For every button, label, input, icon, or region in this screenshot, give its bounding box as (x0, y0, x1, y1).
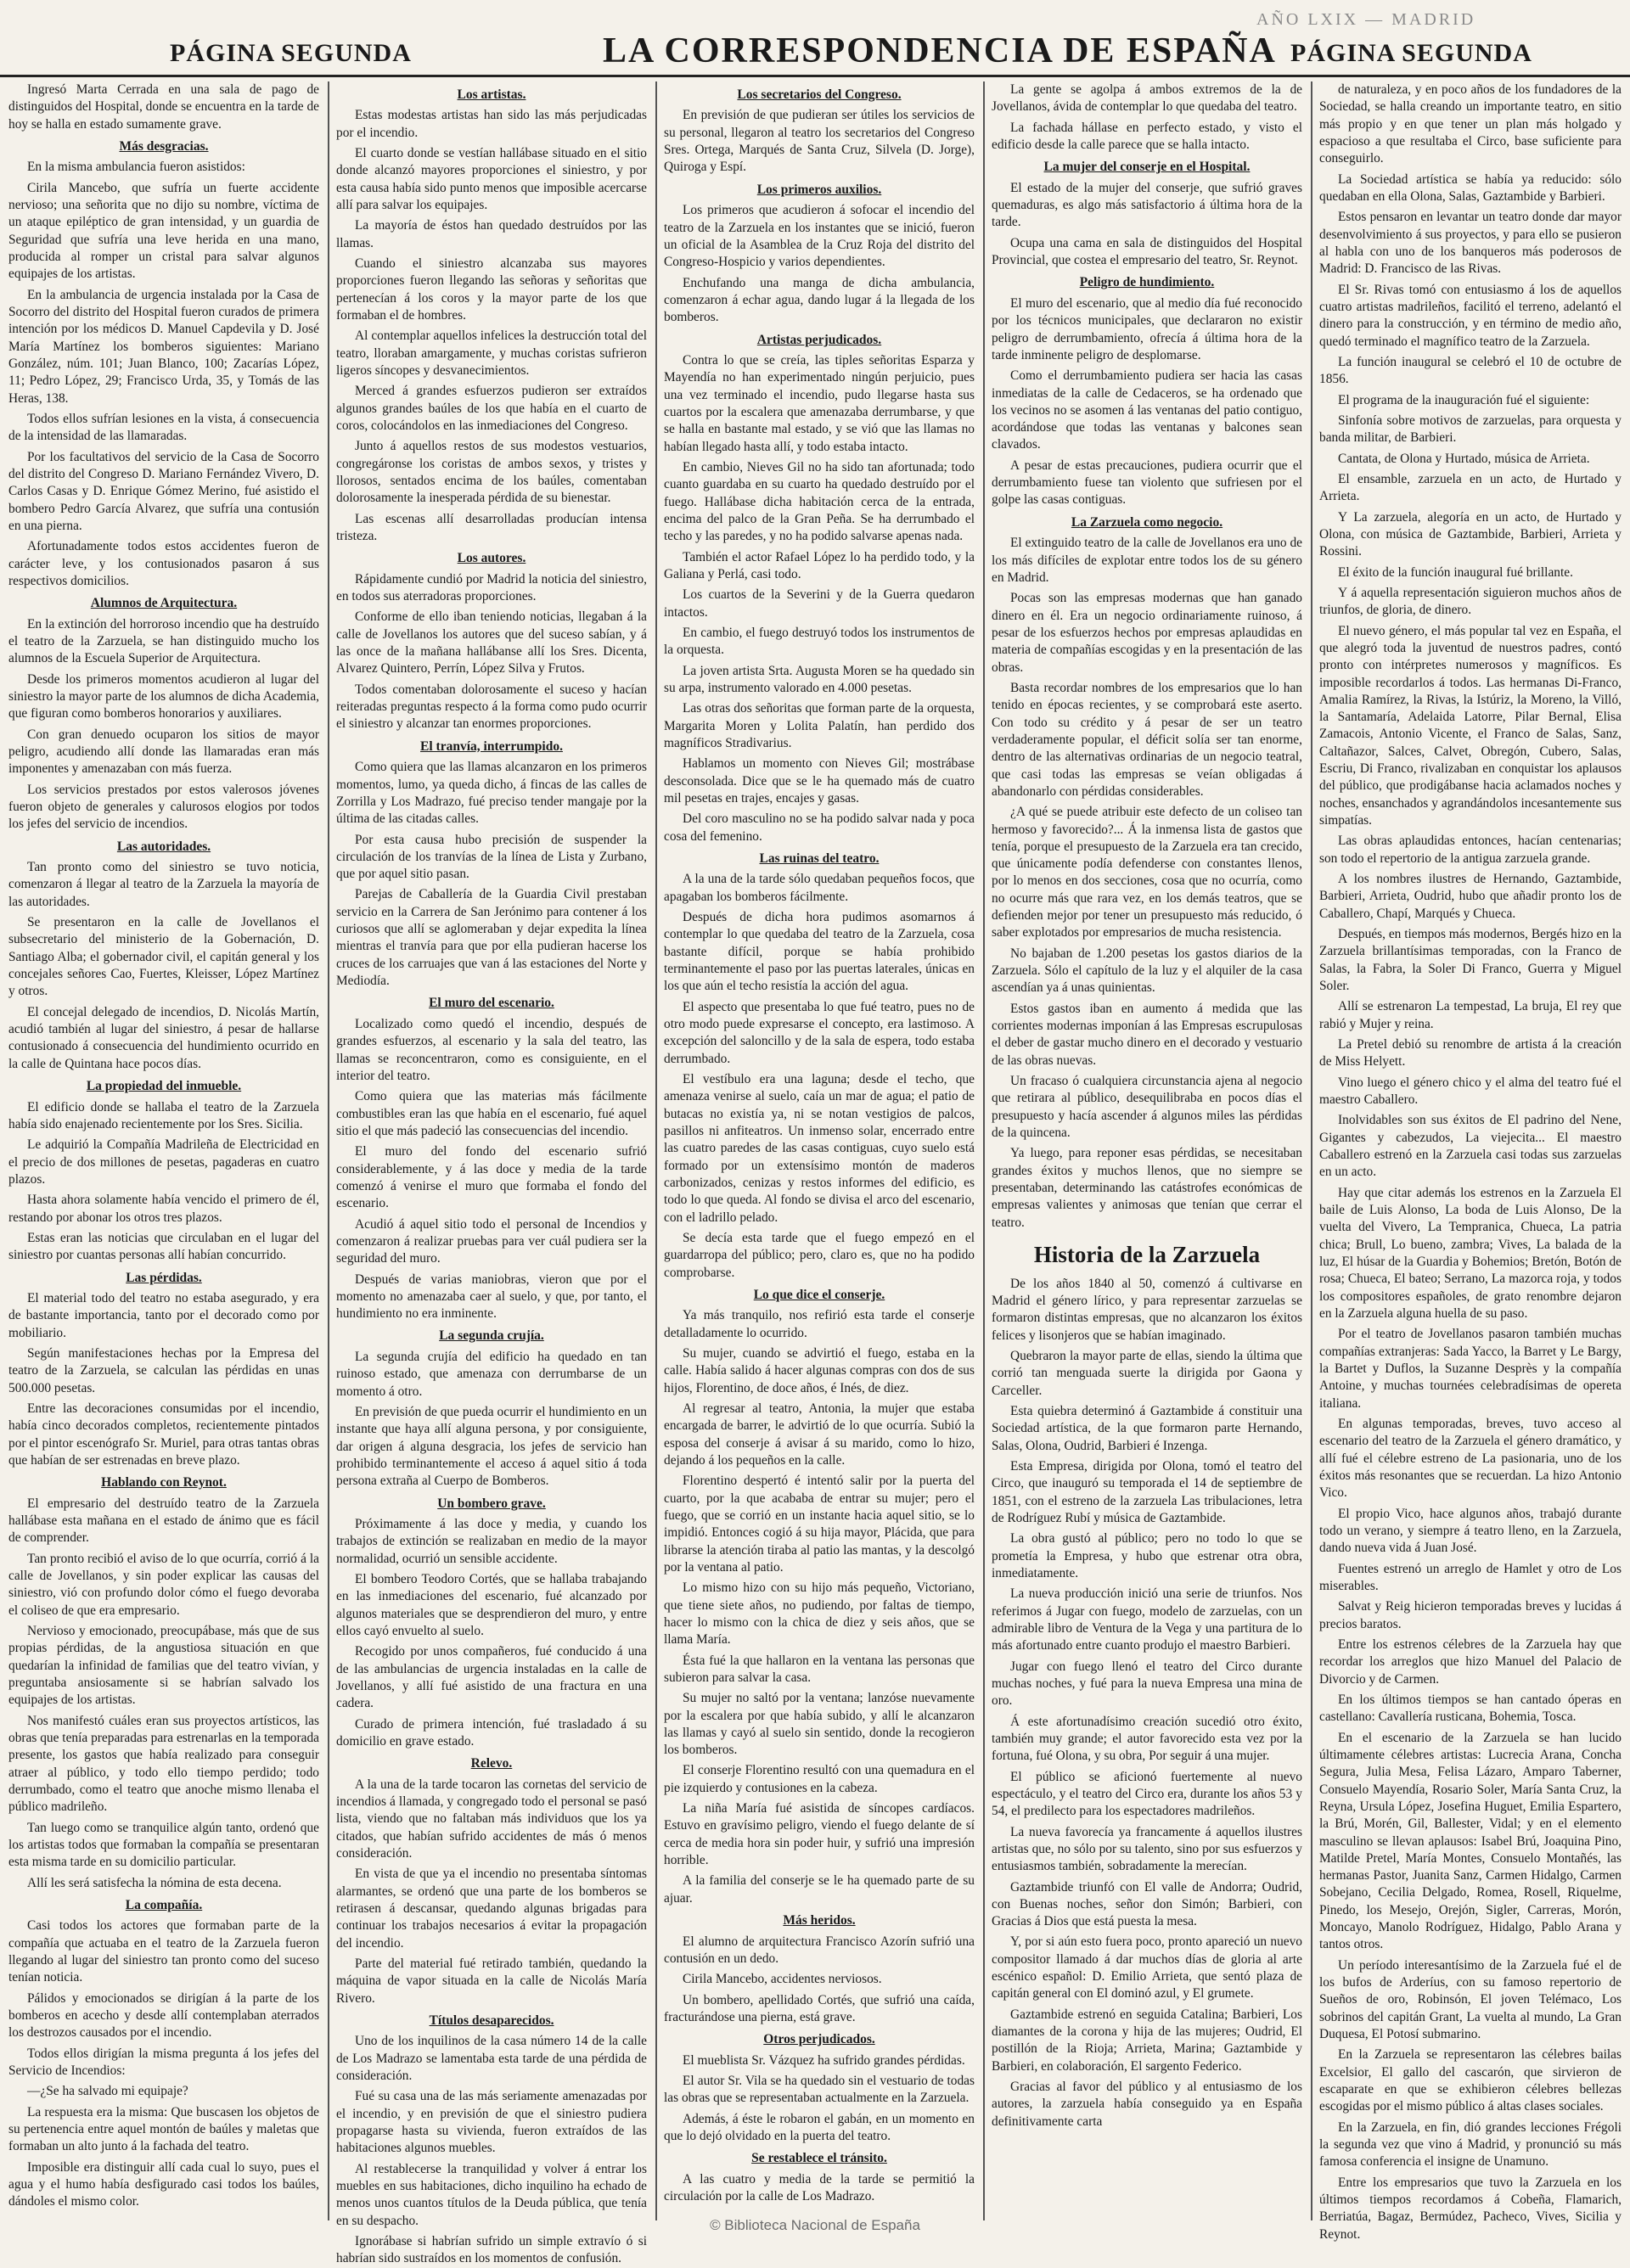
masthead-rule (0, 75, 1630, 77)
paragraph: El muro del fondo del escenario sufrió considerablemente, y á las doce y media de la tarde comenzó á venirse el muro que formaba el fondo del escenario. (336, 1144, 647, 1211)
paragraph: El bombero Teodoro Cortés, que se hallaba trabajando en las inmediaciones del escenario, fué alcanzado por algunos materiales que se desprendieron del muro, y entre ellos cayó envuelto al suelo. (336, 1572, 647, 1638)
paragraph: Ya más tranquilo, nos refirió esta tarde el conserje detalladamente lo ocurrido. (664, 1308, 975, 1340)
paragraph: Basta recordar nombres de los empresarios que lo han tenido en épocas recientes, y se comprobará este aserto. Con todo su crédito y á pesar de ser un teatro verdaderamente popular, el déficit solía ser tan enorme, dentro de las alternativas ordinarias de un negocio teatral, que casi todas las empresas se veían obligadas á abandonarlo con pérdidas considerables. (992, 680, 1302, 799)
paragraph: No bajaban de 1.200 pesetas los gastos diarios de la Zarzuela. Sólo el capítulo de la luz y el alquiler de la casa ascendían ya á unas quinientas. (992, 946, 1302, 996)
paragraph: El extinguido teatro de la calle de Jovellanos era uno de los más difíciles de explotar entre todos los de su género en Madrid. (992, 536, 1302, 585)
paragraph: Hasta ahora solamente había vencido el primero de él, restando por abonar los otros tres plazos. (8, 1193, 319, 1225)
paragraph: El éxito de la función inaugural fué brillante. (1338, 564, 1573, 580)
paragraph: El material todo del teatro no estaba asegurado, y era de bastante importancia, tanto por el decorado como por mobiliario. (8, 1290, 319, 1340)
paragraph: Las otras dos señoritas que forman parte de la orquesta, Margarita Moren y Lolita Palatín, han perdido dos magníficos Stradivarius. (664, 701, 975, 750)
paragraph: También el actor Rafael López lo ha perdido todo, y la Galiana y Perlá, casi todo. (664, 549, 975, 581)
section-heading: La propiedad del inmueble. (86, 1079, 242, 1094)
paragraph: Hay que citar además los estrenos en la Zarzuela El baile de Luis Alonso, La boda de Luis Alonso, De la vuelta del Vivero, La Tempranica, Chueca, La patria chica; Brull, Lo bueno, zambra; Vives, La balada de la luz, El húsar de la Guardia y Bohemios; Bretón, Botón de rosa; Chueca, El bateo; Serrano, La mazorca roja, y todos los compositores españoles, de grato renombre dejaron en la Zarzuela alguna huella de su paso. (1319, 1185, 1622, 1321)
paragraph: Junto á aquellos restos de sus modestos vestuarios, congregáronse los coristas de ambos sexos, y tristes y llorosos, sentados encima de los baúles, comentaban dolorosamente la inesperada pérdida de su bienestar. (336, 439, 647, 506)
paragraph: Allí les será satisfecha la nómina de esta decena. (27, 1875, 282, 1890)
paragraph: Su mujer, cuando se advirtió el fuego, estaba en la calle. Había salido á hacer algunas compras con dos de sus hijos, Florentino, de doce años, é Inés, de diez. (664, 1345, 975, 1395)
section-heading: La compañía. (125, 1897, 203, 1912)
paragraph: Pálidos y emocionados se dirigían á la parte de los bomberos en acecho y desde allí contemplaban aterrados los destrozos causados por el incendio. (8, 1990, 319, 2041)
section-heading: Los secretarios del Congreso. (737, 87, 902, 102)
paragraph: Según manifestaciones hechas por la Empresa del teatro de la Zarzuela, se calculan las pérdidas en unas 500.000 pesetas. (8, 1345, 319, 1395)
paragraph: Y, por si aún esto fuera poco, pronto apareció un nuevo compositor llamado á dar muchos días de gloria al arte escénico español: D. Emilio Arrieta, que sentó plaza de capitán general con El dominó azul, y El grumete. (992, 1934, 1302, 2001)
paragraph: La función inaugural se celebró el 10 de octubre de 1856. (1319, 354, 1622, 387)
paragraph: En los últimos tiempos se han cantado óperas en castellano: Cavallería rusticana, Bohemia, Tosca. (1319, 1692, 1622, 1725)
paragraph: Los primeros que acudieron á sofocar el incendio del teatro de la Zarzuela en los instantes que se inició, fueron un oficial de la Asamblea de la Cruz Roja del distrito del Congreso-Hospicio y varios dependientes. (664, 203, 975, 270)
paragraph: Todos ellos sufrían lesiones en la vista, á consecuencia de la intensidad de las llamaradas. (8, 412, 319, 444)
paragraph: Cirila Mancebo, accidentes nerviosos. (683, 1972, 882, 1987)
paragraph: En la extinción del horroroso incendio que ha destruído el teatro de la Zarzuela, se han distinguido mucho los alumnos de la Escuela Superior de Arquitectura. (8, 616, 319, 666)
paragraph: Conforme de ello iban teniendo noticias, llegaban á la calle de Jovellanos los autores que del suceso sabían, y á las once de la mañana hallábanse allí los Sres. Dicenta, Alvarez Quintero, Perrín, López Silva y Frutos. (336, 609, 647, 676)
paragraph: Ignorábase si habrían sufrido un simple extravío ó si habrían sido sustraídos en los momentos de confusión. (336, 2234, 647, 2266)
paragraph: Á este afortunadísimo creación sucedió otro éxito, también muy grande; el autor favorecido esta vez por la fortuna, fué Olona, y su obra, Por seguir á una mujer. (992, 1714, 1302, 1764)
paragraph: Uno de los inquilinos de la casa número 14 de la calle de Los Madrazo se lamentaba esta tarde de una pérdida de consideración. (336, 2034, 647, 2084)
paragraph: Ya luego, para reponer esas pérdidas, se necesitaban grandes éxitos y muchos llenos, que no siempre se presentaban, determinando las catástrofes económicas de empresas valientes y animosas que tenían que cerrar el teatro. (992, 1146, 1302, 1230)
paragraph: El muro del escenario, que al medio día fué reconocido por los técnicos municipales, que declararon no existir peligro de derrumbamiento, ofrecía á última hora de la tarde inminente peligro de desplomarse. (992, 295, 1302, 362)
column-1 (8, 81, 319, 2220)
paragraph: Hablamos un momento con Nieves Gil; mostrábase desconsolada. Dice que se le ha quemado más de cuatro mil pesetas en trajes, encajes y gasas. (664, 756, 975, 806)
paragraph: El propio Vico, hace algunos años, trabajó durante todo un verano, y siempre á teatro lleno, en la Zarzuela, dando nueva vida á Juan José. (1319, 1506, 1622, 1556)
paragraph: Gracias al favor del público y al entusiasmo de los autores, la zarzuela había conseguido ya en España definitivamente carta (992, 2080, 1302, 2129)
paragraph: Entre los empresarios que tuvo la Zarzuela en los últimos tiempos recordamos á Cobeña, Flamarich, Berriatúa, Bagaz, Bermúdez, Pacheco, Vives, Sicilia y Reynot. (1319, 2175, 1622, 2242)
paragraph: Afortunadamente todos estos accidentes fueron de carácter leve, y los contusionados pasaron á sus respectivos domicilios. (8, 539, 319, 588)
paragraph: —¿Se ha salvado mi equipaje? (27, 2084, 188, 2099)
paragraph: Con gran denuedo ocuparon los sitios de mayor peligro, acudiendo allí donde las llamaradas eran más imponentes y amenazaban con más fuerza. (8, 727, 319, 777)
paragraph: Las obras aplaudidas entonces, hacían centenarias; son todo el repertorio de la antigua zarzuela grande. (1319, 834, 1622, 866)
paragraph: Los servicios prestados por estos valerosos jóvenes fueron objeto de generales y calurosos elogios por todos los jefes del servicio de incendios. (8, 782, 319, 832)
paragraph: Cirila Mancebo, que sufría un fuerte accidente nervioso; una señorita que no dijo su nombre, víctima de un ataque epiléptico de gran intensidad, y un guardia de Seguridad que sufría una leve herida en una mano, producida al romper un cristal para salvar algunos equipajes de los artistas. (8, 180, 319, 282)
paragraph: El nuevo género, el más popular tal vez en España, el que alegró toda la juventud de nuestros padres, contó pronto con intérpretes numerosos y magníficos. Es imposible recordarlos á todos. Las hermanas Di-Franco, Amalia Ramírez, la Rivas, la Istúriz, la Moreno, la Villó, la Santamaría, Adelaida Latorre, Pilar Bernal, Elisa Zamacois, Antonio Vicente, el Franco de Salas, Sanz, Caltañazor, Salces, Calvet, Obregón, Cubero, Salas, Escriu, Di Franco, rivalizaban en conquistar los aplausos del público, que prodigábanse hacia aclamados noches y noches, ensanchados y agrandándolos incesantemente sus simpatías. (1319, 623, 1622, 828)
paragraph: Después de dicha hora pudimos asomarnos á contemplar lo que quedaba del teatro de la Zarzuela, cosa bastante difícil, porque se había prohibido terminantemente el paso por las puertas laterales, únicas en los que aún el techo resistía la acción del agua. (664, 909, 975, 994)
paragraph: El conserje Florentino resultó con una quemadura en el pie izquierdo y contusiones en la cabeza. (664, 1763, 975, 1795)
paragraph: Se presentaron en la calle de Jovellanos el subsecretario del ministerio de la Gobernación, D. Santiago Alba; el gobernador civil, el capitán general y los concejales señores Cao, Fuertes, Kleisser, López Martínez y otros. (8, 915, 319, 999)
paragraph: El Sr. Rivas tomó con entusiasmo á los de aquellos cuatro artistas madrileños, facilitó el terreno, adelantó el dinero para la construcción, y en término de medio año, quedó terminado el magnífico teatro de la Zarzuela. (1319, 282, 1622, 349)
paragraph: El ensamble, zarzuela en un acto, de Hurtado y Arrieta. (1319, 471, 1622, 504)
paragraph: El cuarto donde se vestían hallábase situado en el sitio donde alcanzó mayores proporciones el siniestro, y por esta causa había sido punto menos que imposible acercarse allí para salvar los equipajes. (336, 146, 647, 213)
column-5 (1319, 81, 1622, 2242)
paragraph: Estas modestas artistas han sido las más perjudicadas por el incendio. (336, 108, 647, 140)
paragraph: Recogido por unos compañeros, fué conducido á una de las ambulancias de urgencia instaladas en la calle de Jovellanos, y allí fué asistido de una fractura en una cadera. (336, 1644, 647, 1711)
column-divider (328, 81, 329, 2220)
newspaper-title: LA CORRESPONDENCIA DE ESPAÑA (603, 31, 1277, 70)
library-credit: © Biblioteca Nacional de España (710, 2217, 920, 2233)
paragraph: Entre los estrenos célebres de la Zarzuela hay que recordar los arreglos que hizo Manuel del Palacio de Divorcio y de Carmen. (1319, 1636, 1622, 1687)
article-title: Historia de la Zarzuela (1033, 1242, 1261, 1268)
section-heading: Se restablece el tránsito. (751, 2151, 887, 2166)
paragraph: Tan pronto como del siniestro se tuvo noticia, comenzaron á llegar al teatro de la Zarzuela la mayoría de las autoridades. (8, 860, 319, 909)
paragraph: Esta quiebra determinó á Gaztambide á constituir una Sociedad artística, de la que formaron parte Hernando, Salas, Olona, Oudrid, Barbieri é Inzenga. (992, 1403, 1302, 1453)
paragraph: Al regresar al teatro, Antonia, la mujer que estaba encargada de barrer, le advirtió de lo que ocurría. Subió la esposa del conserje á avisar á su marido, como lo hizo, dejando á los pequeños en la calle. (664, 1401, 975, 1468)
paragraph: Tan pronto recibió el aviso de lo que ocurría, corrió á la calle de Jovellanos, y sin poder explicar las causas del siniestro, vió con profundo dolor cómo el fuego devoraba el coliseo de que era empresario. (8, 1551, 319, 1618)
paragraph: Cantata, de Olona y Hurtado, música de Arrieta. (1338, 451, 1590, 466)
paragraph: En cambio, el fuego destruyó todos los instrumentos de la orquesta. (664, 625, 975, 658)
paragraph: Sinfonía sobre motivos de zarzuelas, para orquesta y banda militar, de Barbieri. (1319, 413, 1622, 446)
paragraph: La obra gustó al público; pero no todo lo que se prometía la Empresa, y hubo que estrenar otra obra, inmediatamente. (992, 1531, 1302, 1580)
paragraph: Un período interesantísimo de la Zarzuela fué el de los bufos de Arderíus, con su famoso repertorio de Sueños de oro, Robinsón, El joven Telémaco, Los sobrinos del capitán Grant, La vuelta al mundo, La Gran Duquesa, El Potosí submarino. (1319, 1957, 1622, 2042)
column-3 (664, 81, 975, 2220)
paragraph: de naturaleza, y en poco años de los fundadores de la Sociedad, se halla creando un importante teatro, en sitio más propio y en que tener un plan más holgado y espacioso a que resultaba el Circo, base suficiente para conseguirlo. (1319, 82, 1622, 166)
paragraph: Los cuartos de la Severini y de la Guerra quedaron intactos. (664, 587, 975, 620)
paragraph: Y La zarzuela, alegoría en un acto, de Hurtado y Olona, con música de Gaztambide, Barbieri, Arrieta y Rossini. (1319, 509, 1622, 559)
paragraph: Desde los primeros momentos acudieron al lugar del siniestro la mayor parte de los alumnos de dicha Academia, que figuran como bomberos honorarios y auxiliares. (8, 671, 319, 721)
paragraph: Además, á éste le robaron el gabán, en un momento en que lo dejó olvidado en la puerta del teatro. (664, 2111, 975, 2143)
paragraph: En la misma ambulancia fueron asistidos: (27, 160, 245, 175)
paragraph: A las cuatro y media de la tarde se permitió la circulación por la calle de Los Madrazo. (664, 2171, 975, 2204)
paragraph: Allí se estrenaron La tempestad, La bruja, El rey que rabió y Mujer y reina. (1319, 999, 1622, 1031)
paragraph: Al restablecerse la tranquilidad y volver á entrar los muebles en sus habitaciones, dicho inquilino ha echado de menos unos cuantos títulos de la Deuda pública, que tenía en su despacho. (336, 2161, 647, 2228)
section-heading: La mujer del conserje en el Hospital. (1043, 160, 1251, 175)
column-4 (992, 81, 1302, 2220)
paragraph: En cambio, Nieves Gil no ha sido tan afortunada; todo cuanto guardaba en su cuarto ha quedado destruído por el fuego. Hallábase dicha habitación cerca de la entrada, encima del palco de la Gran Peña. Se ha derrumbado el techo y las paredes, y no ha podido salvarse apenas nada. (664, 459, 975, 544)
paragraph: Cuando el siniestro alcanzaba sus mayores proporciones fueron llegando las señoras y señoritas que pertenecían á los coros y la mayor parte de los que formaban el de hombres. (336, 256, 647, 323)
paragraph: Por el teatro de Jovellanos pasaron también muchas compañías extranjeras: Sada Yacco, la Barret y Le Bargy, la Bartet y Duflos, la Suzanne Desprès y la compañía Antoine, y muchas tournées celebradísimas de opereta italiana. (1319, 1327, 1622, 1411)
paragraph: En previsión de que pueda ocurrir el hundimiento en un instante que haya allí alguna persona, y por consiguiente, dar origen á alguna desgracia, los jefes de servicio han prohibido terminantemente el acceso á aquel sitio á toda persona extraña al Cuerpo de Bomberos. (336, 1404, 647, 1489)
paragraph: El edificio donde se hallaba el teatro de la Zarzuela había sido enajenado recientemente por los Sres. Sicilia. (8, 1099, 319, 1131)
section-heading: La Zarzuela como negocio. (1071, 514, 1223, 530)
section-heading: Otros perjudicados. (763, 2032, 875, 2047)
paragraph: Ingresó Marta Cerrada en una sala de pago de distinguidos del Hospital, donde se encuentra en la tarde de hoy se halla en estado sumamente grave. (8, 82, 319, 132)
paragraph: Fué su casa una de las más seriamente amenazadas por el incendio, y en previsión de que el siniestro pudiera propagarse hasta su vivienda, fueron extraídos de las habitaciones algunos muebles. (336, 2089, 647, 2156)
section-heading: Las pérdidas. (126, 1270, 202, 1285)
paragraph: Después de varias maniobras, vieron que por el momento no amenazaba caer al suelo, y que, por tanto, el hundimiento no era inminente. (336, 1272, 647, 1322)
section-heading: Más heridos. (783, 1913, 856, 1928)
paragraph: Gaztambide estrenó en seguida Catalina; Barbieri, Los diamantes de la corona y hija de las mujeres; Oudrid, El postillón de la Rioja; Arrieta, Marina; Gaztambide y Barbieri, en colaboración, El sargento Federico. (992, 2007, 1302, 2074)
paragraph: Del coro masculino no se ha podido salvar nada y poca cosa del femenino. (664, 811, 975, 844)
paragraph: Localizado como quedó el incendio, después de grandes esfuerzos, al escenario y la sala del teatro, las llamas se reconcentraron, como es consiguiente, en el interior del teatro. (336, 1016, 647, 1083)
paragraph: ¿A qué se puede atribuir este defecto de un coliseo tan hermoso y favorecido?... Á la inmensa lista de gastos que tenía, porque el presupuesto de la Zarzuela era tan crecido, que únicamente podía defenderse con constantes llenos, por lo menos en dos secciones, cosa que no ocurría, como no ocurre más que rara vez, en los demás teatros, que se defienden mejor por tener un presupuesto más reducido, ó saber explotados por empresarios de mucha resistencia. (992, 805, 1302, 940)
paragraph: Imposible era distinguir allí cada cual lo suyo, pues el agua y el humo había desfigurado casi todos los baúles, dándoles el mismo color. (8, 2159, 319, 2209)
column-divider (1311, 81, 1312, 2220)
paragraph: La Pretel debió su renombre de artista á la creación de Miss Helyett. (1319, 1037, 1622, 1069)
paragraph: Estas eran las noticias que circulaban en el lugar del siniestro por cuantas personas allí habían concurrido. (8, 1230, 319, 1263)
paragraph: Rápidamente cundió por Madrid la noticia del siniestro, en todos sus aterradoras proporciones. (336, 571, 647, 604)
paragraph: En la Zarzuela se representaron las célebres bailas Excelsior, El gallo del cascarón, que sirvieron de escaparate en que se exhibieron célebres bellezas escogidas por el mismo público á altas clases sociales. (1319, 2047, 1622, 2114)
paragraph: Nos manifestó cuáles eran sus proyectos artísticos, las obras que tenía preparadas para estrenarlas en la temporada presente, los gastos que había realizado para conseguir atraer al público, y todo ello tiempo perdido; todo derrumbado, como el teatro que anoche mismo llenaba el público madrileño. (8, 1713, 319, 1815)
section-heading: El muro del escenario. (429, 996, 554, 1011)
paragraph: Un fracaso ó cualquiera circunstancia ajena al negocio que retirara al público, desequilibraba en pocos días el presupuesto y hacía ascender á algunos miles las pérdidas de la quincena. (992, 1074, 1302, 1141)
paragraph: Parejas de Caballería de la Guardia Civil prestaban servicio en la Carrera de San Jerónimo para contener á los curiosos que allí se aglomeraban y dejar expedita la línea mientras el tranvía para que por ella pudieran hacerse los cruces de los carruajes que van á las estaciones del Norte y Mediodía. (336, 887, 647, 989)
paragraph: En previsión de que pudieran ser útiles los servicios de su personal, llegaron al teatro los secretarios del Congreso Sres. Ortega, Marqués de Santa Cruz, Silvela (D. Jorge), Quiroga y Espí. (664, 108, 975, 175)
paragraph: El estado de la mujer del conserje, que sufrió graves quemaduras, es algo más satisfactorio á última hora de la tarde. (992, 180, 1302, 230)
paragraph: Contra lo que se creía, las tiples señoritas Esparza y Mayendía no han experimentado ningún perjuicio, pues una vez terminado el incendio, pudo llegarse hasta sus cuartos por la escalera que amenazaba derrumbarse, y que se halla en bastante mal estado, y se vió que las llamas no habían llegado hasta allí, y todo estaba intacto. (664, 352, 975, 454)
paragraph: A los nombres ilustres de Hernando, Gaztambide, Barbieri, Arrieta, Oudrid, hubo que añadir pronto los de Caballero, Chapí, Marqués y Chueca. (1319, 872, 1622, 921)
paragraph: Nervioso y emocionado, preocupábase, más que de sus propias pérdidas, de la angustiosa situación en que quedarían la infinidad de familias que del teatro vivían, y preguntaba ansiosamente si se habrían salvado los equipajes de los artistas. (8, 1623, 319, 1708)
paragraph: Próximamente á las doce y media, y cuando los trabajos de extinción se realizaban en medio de la mayor normalidad, ocurrió un sensible accidente. (336, 1517, 647, 1566)
paragraph: La Sociedad artística se había ya reducido: sólo quedaban en ella Olona, Salas, Gaztambide y Barbieri. (1319, 171, 1622, 204)
paragraph: El alumno de arquitectura Francisco Azorín sufrió una contusión en un dedo. (664, 1934, 975, 1966)
paragraph: La joven artista Srta. Augusta Moren se ha quedado sin su arpa, instrumento valorado en 4.000 pesetas. (664, 663, 975, 695)
paragraph: Jugar con fuego llenó el teatro del Circo durante muchas noches, y fué para la nueva Empresa una mina de oro. (992, 1659, 1302, 1709)
section-heading: Lo que dice el conserje. (753, 1287, 885, 1302)
paragraph: A pesar de estas precauciones, pudiera ocurrir que el derrumbamiento fuese tan violento que sufriesen por el golpe las casas contiguas. (992, 458, 1302, 508)
paragraph: La nueva favorecía ya francamente á aquellos ilustres artistas que, no sólo por su talento, sino por sus esfuerzos y entusiasmos también, sobradamente la merecían. (992, 1824, 1302, 1874)
paragraph: En la Zarzuela, en fin, dió grandes lecciones Frégoli la segunda vez que vino á Madrid, y pronunció su más famosa conferencia el insigne de Unamuno. (1319, 2119, 1622, 2170)
paragraph: El público se aficionó fuertemente al nuevo espectáculo, y el teatro del Circo era, durante los años 53 y 54, el predilecto para los espectadores madrileños. (992, 1769, 1302, 1819)
paragraph: Parte del material fué retirado también, quedando la máquina de vapor situada en la calle de Nicolás María Rivero. (336, 1956, 647, 2006)
paragraph: Como quiera que las llamas alcanzaron en los primeros momentos, lumo, ya queda dicho, á fincas de las calles de Zorrilla y Los Madrazo, fué preciso tender mangaje por la última de las citadas calles. (336, 760, 647, 827)
section-heading: Hablando con Reynot. (101, 1475, 227, 1490)
paragraph: Salvat y Reig hicieron temporadas breves y lucidas á precios baratos. (1319, 1599, 1622, 1631)
paragraph: Florentino despertó é intentó salir por la puerta del cuarto, por la que acababa de entrar su mujer; pero el fuego, que se corrió en un instante hacia aquel sitio, se lo impidió. Entonces cogió á su hija mayor, Plácida, que para librarse la atención tiraba al patio las mantas, y la descolgó por la ventana al patio. (664, 1474, 975, 1575)
paragraph: El aspecto que presentaba lo que fué teatro, pues no de otro modo puede expresarse el concepto, era lastimoso. A excepción del saloncillo y de la sala de espera, todo estaba derrumbado. (664, 999, 975, 1066)
paragraph: Curado de primera intención, fué trasladado á su domicilio en grave estado. (336, 1716, 647, 1749)
paragraph: Ésta fué la que hallaron en la ventana las personas que subieron para salvar la casa. (664, 1653, 975, 1685)
paragraph: En la ambulancia de urgencia instalada por la Casa de Socorro del distrito del Hospital fueron curados de primera intención por los médicos D. Manuel Capdevila y D. José María Martínez los bomberos siguientes: Mariano González, núm. 101; Juan Blanco, 100; Zacarías López, 11; Pedro López, 29; Francisco Urda, 35, y Tomás de las Heras, 138. (8, 287, 319, 406)
paragraph: A la familia del conserje se le ha quemado parte de su ajuar. (664, 1873, 975, 1906)
paragraph: A la una de la tarde sólo quedaban pequeños focos, que apagaban los bomberos fácilmente. (664, 872, 975, 904)
paragraph: En algunas temporadas, breves, tuvo acceso al escenario del teatro de la Zarzuela el género dramático, y allí fué el célebre estreno de La pasionaria, uno de los éxitos más resonantes que se recuerdan. La hizo Antonio Vico. (1319, 1416, 1622, 1501)
section-heading: Peligro de hundimiento. (1079, 275, 1215, 290)
paragraph: Al contemplar aquellos infelices la destrucción total del teatro, lloraban amargamente, y muchas coristas sufrieron ligeros síncopes y desvanecimientos. (336, 328, 647, 379)
paragraph: Se decía esta tarde que el fuego empezó en el guardarropa del público; pero, claro es, que no ha podido comprobarse. (664, 1230, 975, 1280)
section-heading: Los autores. (457, 551, 526, 566)
paragraph: Su mujer no saltó por la ventana; lanzóse nuevamente por la escalera por que había subido, y allí le alcanzaron las llamas y cayó al suelo sin sentido, donde la recogieron los bomberos. (664, 1691, 975, 1758)
paragraph: En vista de que ya el incendio no presentaba síntomas alarmantes, se ordenó que una parte de los bomberos se retirasen á descansar, quedando algunas brigadas para continuar los trabajos necesarios á evitar la propagación del incendio. (336, 1867, 647, 1951)
paragraph: El programa de la inauguración fué el siguiente: (1338, 392, 1590, 407)
paragraph: La respuesta era la misma: Que buscasen los objetos de su pertenencia entre aquel montón de baúles y maletas que formaban un alto junto á la fachada del teatro. (8, 2104, 319, 2154)
page-label-right: PÁGINA SEGUNDA (1290, 39, 1532, 67)
paragraph: Pocas son las empresas modernas que han ganado dinero en él. Era un negocio ordinariamente ruinoso, á pesar de los esfuerzos hechos por empresas aplaudidas en materia de compañías escogidas y en la presentación de las obras. (992, 591, 1302, 675)
paragraph: La nueva producción inició una serie de triunfos. Nos referimos á Jugar con fuego, modelo de zarzuelas, con un admirable libro de Ventura de la Vega y una partitura de lo más afortunado entre cuanto produjo el maestro Barbieri. (992, 1586, 1302, 1653)
paragraph: La gente se agolpa á ambos extremos de la de Jovellanos, ávida de contemplar lo que quedaba del teatro. (992, 82, 1302, 115)
paragraph: El concejal delegado de incendios, D. Nicolás Martín, acudió también al lugar del siniestro, á pesar de hallarse contusionado á consecuencia del hundimiento ocurrido en la calle de Quintana hace pocos días. (8, 1004, 319, 1071)
page-label-left: PÁGINA SEGUNDA (170, 39, 412, 67)
section-heading: Los primeros auxilios. (756, 182, 882, 197)
paragraph: Ocupa una cama en sala de distinguidos del Hospital Provincial, que costea el empresario del teatro, Sr. Reynot. (992, 235, 1302, 268)
column-divider (655, 81, 657, 2220)
section-heading: Artistas perjudicados. (756, 332, 882, 347)
paragraph: Fuentes estrenó un arreglo de Hamlet y otro de Los miserables. (1319, 1561, 1622, 1593)
paragraph: Le adquirió la Compañía Madrileña de Electricidad en el precio de dos millones de pesetas, pagaderas en cuatro plazos. (8, 1137, 319, 1187)
paragraph: De los años 1840 al 50, comenzó á cultivarse en Madrid el género lírico, y para representar zarzuelas se formaron distintas empresas, que no alcanzaron los éxitos felices y lisonjeros que se habían imaginado. (992, 1276, 1302, 1343)
paragraph: Y á aquella representación siguieron muchos años de triunfos, de gloria, de dinero. (1319, 585, 1622, 618)
paragraph: Enchufando una manga de dicha ambulancia, comenzaron á echar agua, dando lugar á la llegada de los bomberos. (664, 275, 975, 325)
paragraph: La segunda crujía del edificio ha quedado en tan ruinoso estado, que amenaza con derrumbarse de un momento á otro. (336, 1349, 647, 1399)
paragraph: Como quiera que las materias más fácilmente combustibles eran las que había en el escenario, fué aquel sitio el que más padeció las consecuencias del incendio. (336, 1089, 647, 1138)
paragraph: Inolvidables son sus éxitos de El padrino del Nene, Gigantes y cabezudos, La viejecita... El maestro Caballero estrenó en la Zarzuela casi todas sus zarzuelas en un acto. (1319, 1113, 1622, 1180)
section-heading: Las ruinas del teatro. (759, 850, 880, 866)
section-heading: Alumnos de Arquitectura. (90, 596, 238, 611)
section-heading: La segunda crujía. (439, 1328, 544, 1344)
paragraph: Estos pensaron en levantar un teatro donde dar mayor desenvolvimiento á sus proyectos, y para ello se pusieron al habla con uno de los banqueros más poderosos de Madrid: D. Francisco de las Rivas. (1319, 210, 1622, 277)
paragraph: Entre las decoraciones consumidas por el incendio, había cinco decorados completos, recientemente pintados por el pintor escenógrafo Sr. Muriel, para otras tantas obras que habían de ser estrenadas en breve plazo. (8, 1401, 319, 1468)
column-divider (983, 81, 985, 2220)
section-heading: Más desgracias. (119, 138, 209, 154)
paragraph: Por esta causa hubo precisión de suspender la circulación de los tranvías de la línea de Lista y Zurbano, que por aquel sitio pasan. (336, 832, 647, 882)
section-heading: El tranvía, interrumpido. (420, 738, 563, 754)
paragraph: Todos comentaban dolorosamente el suceso y hacían reiteradas preguntas respecto á la forma como pudo ocurrir el siniestro y alcanzar tan enormes proporciones. (336, 682, 647, 732)
paragraph: Como el derrumbamiento pudiera ser hacia las casas inmediatas de la calle de Cedaceros, se ha ordenado que los vecinos no se asomen á las ventanas del patio contiguo, acordándose que todas las ventanas y balcones sean clavados. (992, 368, 1302, 452)
paragraph: Estos gastos iban en aumento á medida que las corrientes modernas imponían á las Empresas escrupulosas el deber de gastar mucho dinero en el decorado y vestuario de las obras nuevas. (992, 1001, 1302, 1068)
paragraph: Por los facultativos del servicio de la Casa de Socorro del distrito del Congreso D. Mariano Fernández Vivero, D. Carlos Casas y D. Enrique Gómez Merino, fué asistido el bombero Pedro García Alvarez, que sufría una contusión en una pierna. (8, 449, 319, 533)
paragraph: Las escenas allí desarrolladas producían intensa tristeza. (336, 511, 647, 543)
section-heading: Las autoridades. (116, 839, 211, 854)
paragraph: La niña María fué asistida de síncopes cardíacos. Estuvo en gravísimo peligro, viendo el fuego delante de sí cerca de media hora sin poder huir, y sufrió una impresión horrible. (664, 1801, 975, 1868)
column-2 (336, 81, 647, 2266)
section-heading: Relevo. (470, 1756, 513, 1771)
paragraph: A la una de la tarde tocaron las cornetas del servicio de incendios á llamada, y congregado todo el personal se pasó lista, viendo que no faltaban más individuos que los ya citados, que habían sufrido accidentes de más ó menos consideración. (336, 1777, 647, 1861)
section-heading: Un bombero grave. (437, 1496, 546, 1511)
section-heading: Los artistas. (457, 87, 526, 102)
paragraph: Todos ellos dirigían la misma pregunta á los jefes del Servicio de Incendios: (8, 2046, 319, 2078)
paragraph: Vino luego el género chico y el alma del teatro fué el maestro Caballero. (1319, 1075, 1622, 1108)
paragraph: El empresario del destruído teatro de la Zarzuela hallábase esta mañana en el estado de ánimo que es fácil de comprender. (8, 1496, 319, 1546)
paragraph: Esta Empresa, dirigida por Olona, tomó el teatro del Circo, que inauguró su temporada el 14 de septiembre de 1851, con el estreno de la zarzuela Las tribulaciones, letra de Rodríguez Rubí y música de Gaztambide. (992, 1458, 1302, 1525)
paragraph: El autor Sr. Vila se ha quedado sin el vestuario de todas las obras que se representaban actualmente en la Zarzuela. (664, 2073, 975, 2106)
paragraph: Después, en tiempos más modernos, Bergés hizo en la Zarzuela brillantísimas temporadas, con la Franco de Salas, la Fabra, la Soler Di Franco, Guerra y Miguel Soler. (1319, 927, 1622, 994)
paragraph: Casi todos los actores que formaban parte de la compañía que actuaba en el teatro de la Zarzuela fueron llegando al lugar del siniestro tan pronto como del suceso tenían noticia. (8, 1918, 319, 1985)
paragraph: Gaztambide triunfó con El valle de Andorra; Oudrid, con Buenas noches, señor don Simón; Barbieri, con Gracias á Dios que está puesta la mesa. (992, 1879, 1302, 1929)
paragraph: Quebraron la mayor parte de ellas, siendo la última que corrió tan menguada suerte la dirigida por Gaona y Carceller. (992, 1348, 1302, 1398)
paragraph: El vestíbulo era una laguna; desde el techo, que amenaza venirse al suelo, caía un mar de agua; el patio de butacas no existía ya, ni se notan vestigios de palcos, pasillos ni anfiteatros. Un inmenso solar, encerrado entre las cuatro paredes de las casas contiguas, cuyo suelo está formado por un extensísimo montón de maderos carbonizados, cenizas y restos informes del edificio, es todo lo que queda. Al fondo se divisa el arco del escenario, con el ladrillo pelado. (664, 1071, 975, 1225)
masthead (0, 31, 1630, 73)
archive-stamp: AÑO LXIX — MADRID (1256, 10, 1476, 29)
paragraph: En el escenario de la Zarzuela se han lucido últimamente célebres artistas: Lucrecia Arana, Concha Segura, Julia Mesa, Felisa Lázaro, Amparo Taberner, Consuelo Mayendía, Rosario Soler, María Santa Cruz, la Reyna, Ursula López, Josefina Huguet, Emilia Espartero, la Brú, Morén, Gil, Ballester, Vidal; y en el elemento masculino se llevan aplausos: Isabel Brú, Joaquina Pino, Matilde Pretel, María Montes, Consuelo Montañés, las hermanas Pastor, Juanita Sanz, Carmen Hidalgo, Carmen Sobejano, Cecilia Delgado, Romea, Rosell, Riquelme, Pinedo, los Mesejo, Orejón, Sigler, Carreras, Morón, Moncayo, Manolo Rodríguez, Hidalgo, Pablo Arana y tantos otros. (1319, 1730, 1622, 1952)
paragraph: Lo mismo hizo con su hijo más pequeño, Victoriano, que tiene siete años, no pudiendo, por faltas de tiempo, hacer lo mismo con la chica de diez y seis años, que se llama María. (664, 1580, 975, 1648)
paragraph: Acudió á aquel sitio todo el personal de Incendios y comenzaron á realizar pruebas para ver cuál pudiera ser la seguridad del muro. (336, 1216, 647, 1266)
paragraph: Merced á grandes esfuerzos pudieron ser extraídos algunos grandes baúles de los que había en el cuarto de coros, colocándolos en las inmediaciones del Congreso. (336, 384, 647, 434)
paragraph: Un bombero, apellidado Cortés, que sufrió una caída, fracturándose una pierna, está grave. (664, 1992, 975, 2024)
paragraph: La fachada hállase en perfecto estado, y visto el edificio desde la calle parece que se halla intacto. (992, 120, 1302, 152)
paragraph: El mueblista Sr. Vázquez ha sufrido grandes pérdidas. (683, 2052, 965, 2068)
paragraph: Tan luego como se tranquilice algún tanto, ordenó que los artistas todos que formaban la compañía se presentaran esta misma tarde en su domicilio particular. (8, 1820, 319, 1870)
paragraph: La mayoría de éstos han quedado destruídos por las llamas. (336, 218, 647, 250)
section-heading: Títulos desaparecidos. (429, 2013, 554, 2028)
